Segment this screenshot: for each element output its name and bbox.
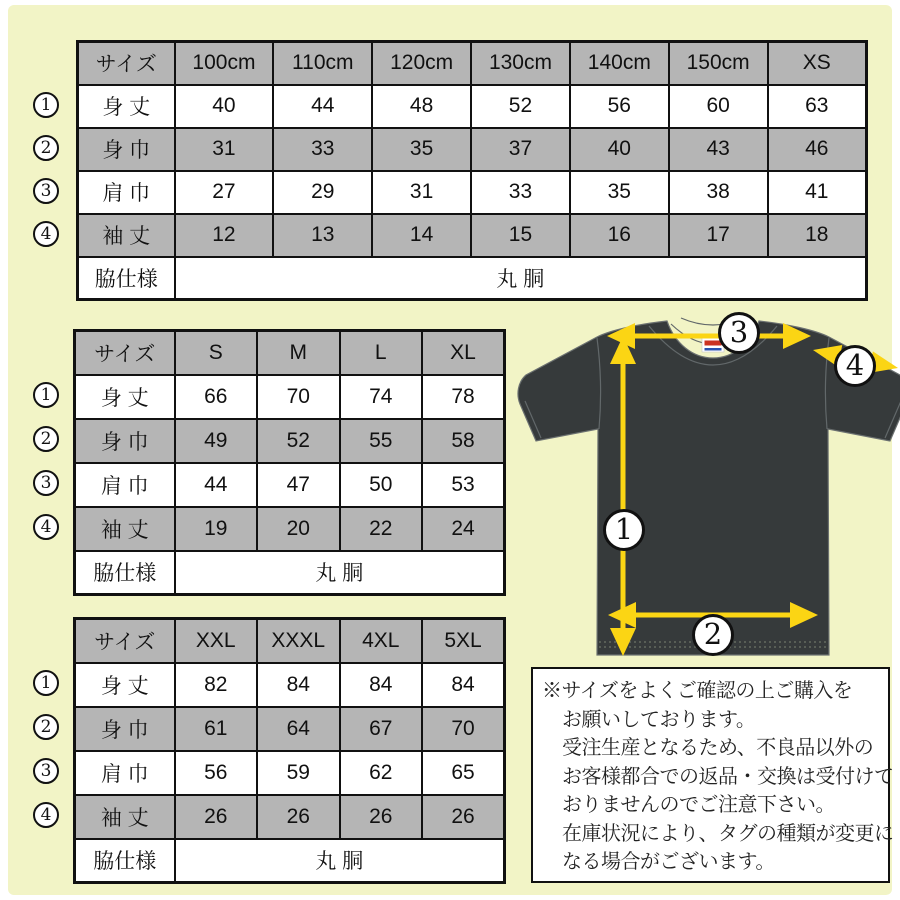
size-value-cell: 18	[768, 214, 867, 257]
size-value-cell: 59	[257, 751, 340, 795]
size-value-cell: 49	[175, 419, 258, 463]
size-value-cell: 37	[471, 128, 570, 171]
size-value-cell: 50	[340, 463, 423, 507]
row-label-cell: 肩 巾	[78, 171, 175, 214]
size-value-cell: 33	[273, 128, 372, 171]
size-label-header-cell: サイズ	[78, 42, 175, 85]
size-value-cell: 31	[175, 128, 274, 171]
notice-text-line: お客様都合での返品・交換は受付けて	[562, 765, 894, 788]
row-number-badge: 4	[33, 514, 59, 540]
size-value-cell: 82	[175, 663, 258, 707]
size-value-cell: 61	[175, 707, 258, 751]
notice-text-line: 受注生産となるため、不良品以外の	[562, 737, 874, 759]
table-footer-row	[78, 257, 867, 300]
table-row	[75, 463, 505, 507]
size-value-cell: 24	[422, 507, 505, 551]
row-number-badge: 4	[33, 802, 59, 828]
size-value-cell: 13	[273, 214, 372, 257]
table-row	[75, 707, 505, 751]
row-number-badge: 1	[33, 92, 59, 118]
size-value-cell: 26	[422, 795, 505, 839]
table-row	[78, 128, 867, 171]
column-header-cell: M	[257, 331, 340, 375]
footer-value-cell: 丸 胴	[175, 257, 867, 300]
size-table	[73, 329, 506, 596]
size-value-cell: 78	[422, 375, 505, 419]
column-header-cell: XXXL	[257, 619, 340, 663]
footer-label-cell: 脇仕様	[78, 257, 175, 300]
size-value-cell: 70	[257, 375, 340, 419]
size-value-cell: 26	[340, 795, 423, 839]
table-row	[75, 419, 505, 463]
size-value-cell: 31	[372, 171, 471, 214]
footer-label-cell: 脇仕様	[75, 551, 175, 595]
table-row	[75, 507, 505, 551]
diagram-badge-1: 1	[603, 509, 645, 551]
footer-label-cell: 脇仕様	[75, 839, 175, 883]
sheet-background	[8, 5, 892, 895]
row-label-cell: 身 巾	[75, 419, 175, 463]
size-label-header-cell: サイズ	[75, 619, 175, 663]
notice-text-line: 在庫状況により、タグの種類が変更に	[562, 822, 894, 845]
size-value-cell: 58	[422, 419, 505, 463]
size-table	[76, 40, 868, 301]
row-number-badge: 3	[33, 178, 59, 204]
row-label-cell: 身 巾	[78, 128, 175, 171]
footer-value-cell: 丸 胴	[175, 551, 505, 595]
size-value-cell: 56	[175, 751, 258, 795]
diagram-badge-3: 3	[718, 312, 760, 354]
notice-text-line: おりませんのでご注意下さい。	[562, 794, 835, 816]
size-label-header-cell: サイズ	[75, 331, 175, 375]
column-header-cell: 150cm	[669, 42, 768, 85]
size-value-cell: 52	[257, 419, 340, 463]
row-number-badge: 3	[33, 758, 59, 784]
size-value-cell: 44	[175, 463, 258, 507]
tshirt-measure-diagram	[511, 308, 900, 668]
table-row	[78, 85, 867, 128]
size-value-cell: 33	[471, 171, 570, 214]
size-value-cell: 40	[175, 85, 274, 128]
size-value-cell: 60	[669, 85, 768, 128]
row-number-badge: 3	[33, 470, 59, 496]
size-value-cell: 20	[257, 507, 340, 551]
table-row	[75, 795, 505, 839]
size-value-cell: 70	[422, 707, 505, 751]
column-header-cell: 100cm	[175, 42, 274, 85]
size-table-section-kids	[20, 40, 868, 298]
size-value-cell: 22	[340, 507, 423, 551]
size-value-cell: 48	[372, 85, 471, 128]
size-value-cell: 56	[570, 85, 669, 128]
column-header-cell: XXL	[175, 619, 258, 663]
table-row	[78, 171, 867, 214]
size-value-cell: 64	[257, 707, 340, 751]
size-value-cell: 67	[340, 707, 423, 751]
footer-value-cell: 丸 胴	[175, 839, 505, 883]
size-value-cell: 15	[471, 214, 570, 257]
column-header-cell: S	[175, 331, 258, 375]
table-footer-row	[75, 551, 505, 595]
row-label-cell: 身 巾	[75, 707, 175, 751]
notice-text-line: お願いしております。	[562, 708, 756, 731]
row-label-cell: 袖 丈	[75, 795, 175, 839]
row-label-cell: 袖 丈	[78, 214, 175, 257]
table-footer-row	[75, 839, 505, 883]
column-header-cell: 130cm	[471, 42, 570, 85]
size-value-cell: 66	[175, 375, 258, 419]
size-value-cell: 19	[175, 507, 258, 551]
size-value-cell: 44	[273, 85, 372, 128]
size-value-cell: 46	[768, 128, 867, 171]
size-table	[73, 617, 506, 884]
column-header-cell: 4XL	[340, 619, 423, 663]
size-value-cell: 63	[768, 85, 867, 128]
size-value-cell: 26	[257, 795, 340, 839]
size-value-cell: 41	[768, 171, 867, 214]
row-label-cell: 身 丈	[75, 375, 175, 419]
size-value-cell: 84	[257, 663, 340, 707]
size-value-cell: 55	[340, 419, 423, 463]
row-label-cell: 袖 丈	[75, 507, 175, 551]
diagram-badge-2: 2	[692, 614, 734, 656]
size-value-cell: 26	[175, 795, 258, 839]
notice-text-line: ※サイズをよくご確認の上ご購入を	[542, 680, 853, 702]
size-value-cell: 17	[669, 214, 768, 257]
size-value-cell: 74	[340, 375, 423, 419]
purchase-notice-box	[531, 667, 894, 883]
size-table-section-adult	[20, 329, 506, 593]
row-number-badge: 2	[33, 714, 59, 740]
size-value-cell: 12	[175, 214, 274, 257]
size-value-cell: 47	[257, 463, 340, 507]
row-number-badge: 2	[33, 135, 59, 161]
size-value-cell: 84	[340, 663, 423, 707]
size-value-cell: 53	[422, 463, 505, 507]
diagram-badge-4: 4	[834, 345, 876, 387]
column-header-cell: 5XL	[422, 619, 505, 663]
size-value-cell: 52	[471, 85, 570, 128]
row-number-badge: 2	[33, 426, 59, 452]
size-value-cell: 35	[570, 171, 669, 214]
size-value-cell: 40	[570, 128, 669, 171]
notice-text-line: なる場合がございます。	[562, 851, 775, 873]
row-number-badge: 1	[33, 670, 59, 696]
row-label-cell: 肩 巾	[75, 751, 175, 795]
table-row	[78, 214, 867, 257]
size-value-cell: 29	[273, 171, 372, 214]
size-value-cell: 35	[372, 128, 471, 171]
size-value-cell: 65	[422, 751, 505, 795]
size-value-cell: 16	[570, 214, 669, 257]
table-row	[75, 375, 505, 419]
table-row	[75, 751, 505, 795]
column-header-cell: 140cm	[570, 42, 669, 85]
column-header-cell: XL	[422, 331, 505, 375]
size-value-cell: 38	[669, 171, 768, 214]
size-value-cell: 62	[340, 751, 423, 795]
row-label-cell: 肩 巾	[75, 463, 175, 507]
table-row	[75, 663, 505, 707]
size-value-cell: 84	[422, 663, 505, 707]
row-number-badge: 1	[33, 382, 59, 408]
size-value-cell: 27	[175, 171, 274, 214]
column-header-cell: 110cm	[273, 42, 372, 85]
size-value-cell: 43	[669, 128, 768, 171]
size-table-section-big	[20, 617, 506, 881]
row-number-badge: 4	[33, 221, 59, 247]
row-label-cell: 身 丈	[75, 663, 175, 707]
column-header-cell: XS	[768, 42, 867, 85]
column-header-cell: 120cm	[372, 42, 471, 85]
column-header-cell: L	[340, 331, 423, 375]
size-value-cell: 14	[372, 214, 471, 257]
row-label-cell: 身 丈	[78, 85, 175, 128]
